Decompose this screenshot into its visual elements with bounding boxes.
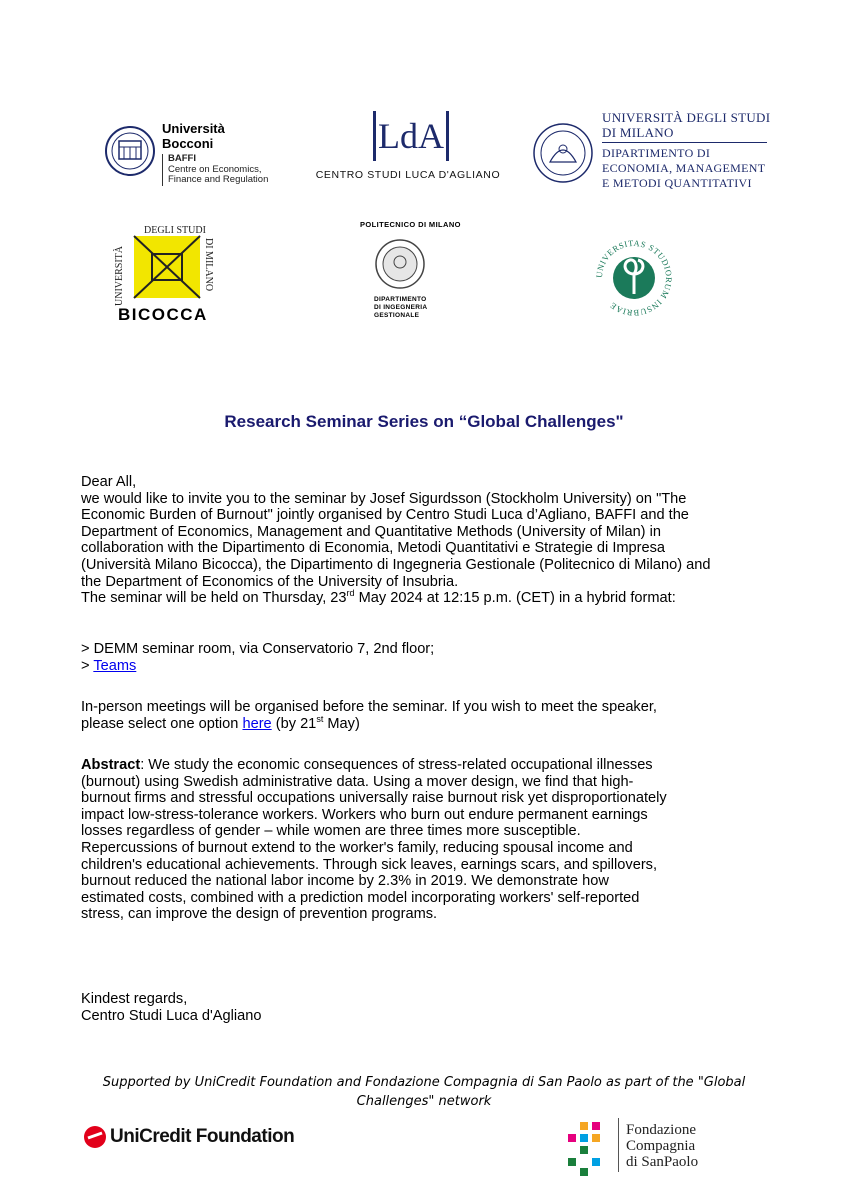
intro-line: the Department of Economics of the University of Insubria.	[81, 573, 459, 590]
abstract-line: burnout firms and stressful occupations universally raise burnout risk yet disproportionately	[81, 790, 667, 807]
bocconi-baffi-logo	[104, 121, 274, 187]
bicocca-logo	[112, 222, 222, 327]
venue-line: > DEMM seminar room, via Conservatorio 7, 2nd floor;	[81, 641, 435, 657]
intro-line: Economic Burden of Burnout" jointly organised by Centro Studi Luca d’Agliano, BAFFI and the	[81, 507, 689, 524]
teams-link[interactable]: Teams	[93, 657, 137, 674]
intro-line: we would like to invite you to the seminar by Josef Sigurdsson (Stockholm University) on "The	[81, 490, 687, 507]
meeting-paragraph	[81, 699, 781, 732]
abstract-line: losses regardless of gender – while women are three times more susceptible.	[81, 823, 581, 840]
intro-line: Department of Economics, Management and Quantitative Methods (University of Milan) in	[81, 523, 661, 540]
baffi-caption: BAFFI Centre on Economics, Finance and Regulation	[162, 154, 268, 186]
venue-list	[81, 641, 781, 674]
signature: Centro Studi Luca d'Agliano	[81, 1007, 262, 1024]
invitation-paragraph	[81, 474, 781, 607]
abstract-line: estimated costs, combined with a prediction model incorporating workers' self-reported	[81, 889, 640, 906]
teams-line: > Teams	[81, 657, 137, 674]
abstract-line: impact low-stress-tolerance workers. Workers who burn out endure permanent earnings	[81, 806, 648, 823]
compagnia-logo	[566, 1118, 766, 1178]
meeting-line: In-person meetings will be organised before the seminar. If you wish to meet the speaker,	[81, 699, 657, 715]
lda-mark: LdA	[373, 111, 449, 161]
svg-text:DI MILANO: DI MILANO	[203, 238, 214, 292]
unimi-divider	[602, 142, 767, 143]
seminar-date: The seminar will be held on Thursday, 23rd May 2024 at 12:15 p.m. (CET) in a hybrid format:	[81, 588, 676, 607]
abstract-line: children's educational achievements. Through sick leaves, earnings scars, and spillovers,	[81, 856, 658, 873]
abstract-line: Abstract: We study the economic consequences of stress-related occupational illnesses	[81, 757, 653, 773]
insubria-logo	[594, 238, 674, 318]
abstract-paragraph	[81, 757, 781, 923]
polimi-seal-icon	[374, 238, 426, 290]
unimi-demm-logo	[532, 110, 772, 190]
compagnia-name: Fondazione Compagnia di SanPaolo	[626, 1122, 699, 1170]
abstract-line: burnout reduced the national labor income by 2.3% in 2019. We demonstrate how	[81, 873, 609, 890]
svg-text:UNIVERSITÀ: UNIVERSITÀ	[114, 246, 125, 306]
bocconi-name: Università Bocconi	[162, 121, 225, 151]
intro-line: (Università Milano Bicocca), the Dipartimento di Ingegneria Gestionale (Politecnico di Milano) and	[81, 556, 711, 573]
support-note: Supported by UniCredit Foundation and Fondazione Compagnia di San Paolo as part of the "Global Challenges" network	[102, 1075, 746, 1109]
compagnia-mosaic-icon	[566, 1122, 610, 1178]
bocconi-seal-icon	[104, 125, 156, 177]
compagnia-divider	[618, 1118, 619, 1172]
page-title: Research Seminar Series on “Global Challenges"	[224, 412, 624, 431]
insubria-ring-text: UNIVERSITAS STUDIORUM INSUBRIAE	[594, 238, 674, 318]
unimi-seal-icon	[532, 122, 594, 184]
unimi-department: DIPARTIMENTO DI ECONOMIA, MANAGEMENT E METODI QUANTITATIVI	[602, 146, 766, 190]
unicredit-name: UniCredit Foundation	[110, 1126, 295, 1147]
abstract-label: Abstract	[81, 757, 141, 773]
polimi-logo	[360, 220, 480, 320]
abstract-line: Repercussions of burnout extend to the worker's family, reducing spousal income and	[81, 839, 633, 856]
lda-logo	[303, 107, 513, 187]
greeting: Dear All,	[81, 474, 137, 490]
insubria-seal-icon	[594, 238, 674, 318]
abstract-line: (burnout) using Swedish administrative data. Using a mover design, we find that high-	[81, 773, 634, 790]
signoff	[81, 991, 781, 1024]
bicocca-word: BICOCCA	[118, 305, 208, 324]
svg-text:DEGLI STUDI: DEGLI STUDI	[144, 225, 206, 236]
polimi-department: DIPARTIMENTO DI INGEGNERIA GESTIONALE	[374, 296, 428, 319]
unicredit-logo	[82, 1124, 322, 1154]
abstract-line: stress, can improve the design of prevention programs.	[81, 906, 438, 923]
unicredit-icon	[82, 1124, 108, 1150]
unimi-title: UNIVERSITÀ DEGLI STUDI DI MILANO	[602, 110, 771, 140]
meeting-line: please select one option here (by 21st May)	[81, 713, 360, 732]
lda-caption: CENTRO STUDI LUCA D'AGLIANO	[315, 169, 501, 181]
bicocca-mark-icon	[112, 222, 222, 306]
intro-line: collaboration with the Dipartimento di Economia, Metodi Quantitativi e Strategie di Impresa	[81, 540, 666, 557]
meeting-signup-link[interactable]: here	[242, 715, 272, 732]
polimi-name: POLITECNICO DI MILANO	[360, 220, 461, 229]
closing: Kindest regards,	[81, 991, 188, 1007]
